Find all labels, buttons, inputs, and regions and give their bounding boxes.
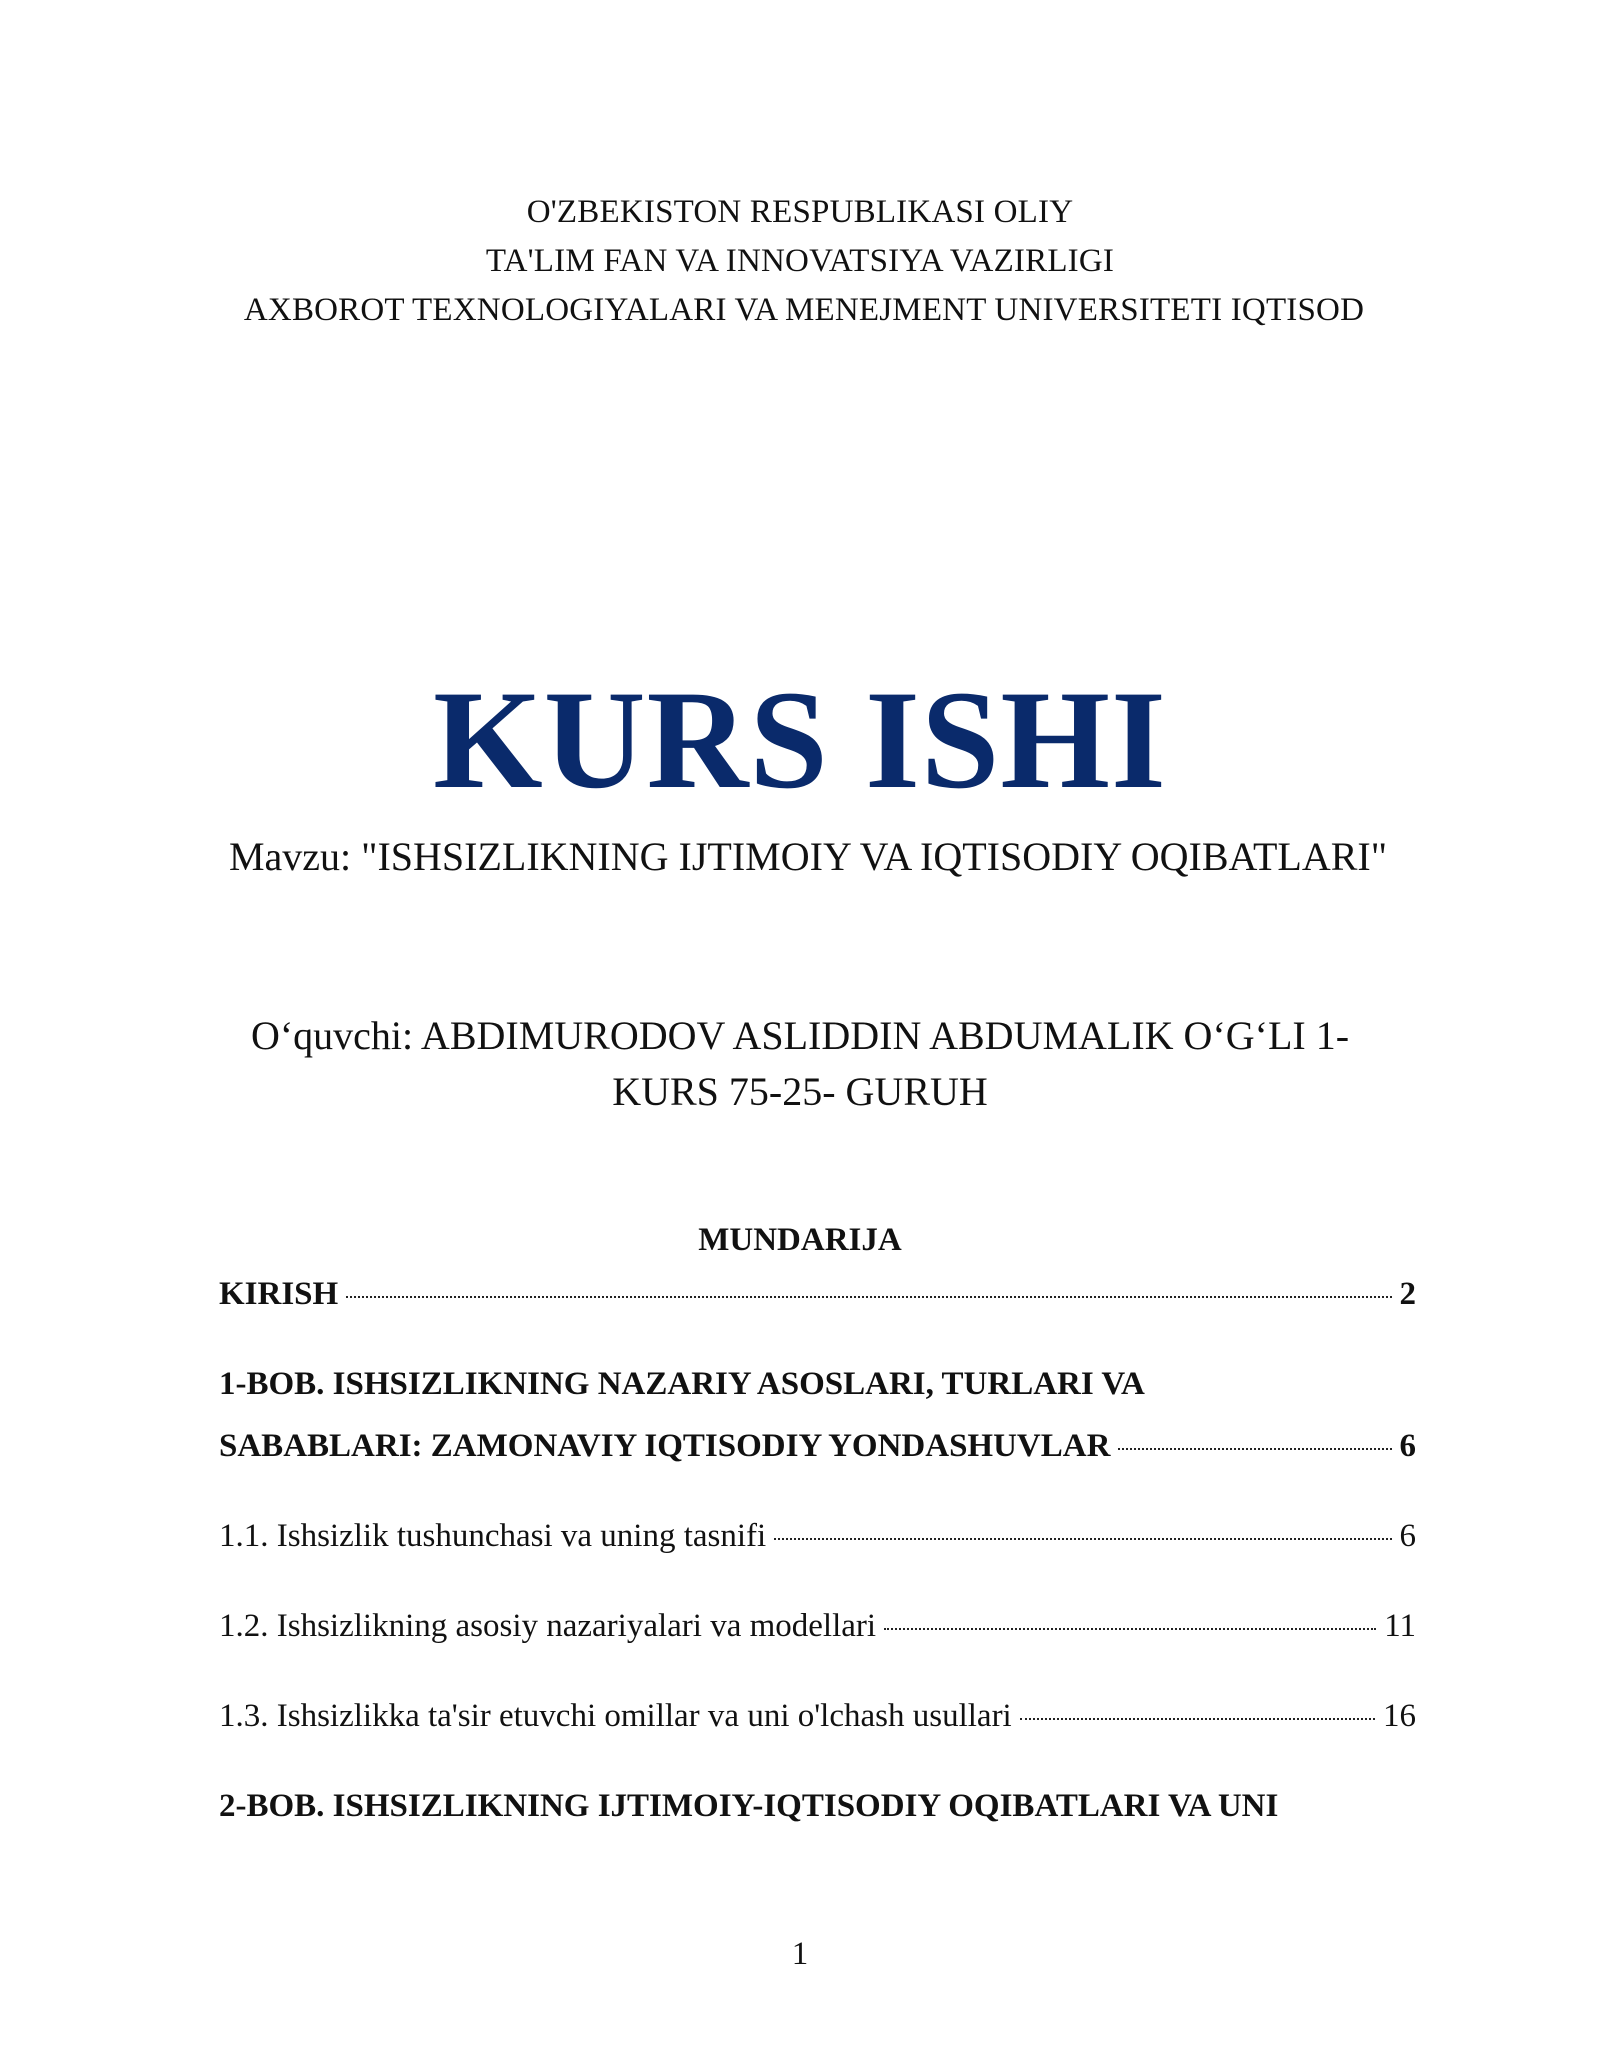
- student-line-2: KURS 75-25- GURUH: [612, 1069, 988, 1114]
- toc-heading: MUNDARIJA: [698, 1222, 902, 1258]
- dot-leader: [346, 1296, 1391, 1298]
- toc-entry-section-1-2[interactable]: [219, 1604, 1416, 1648]
- institution-header: [0, 188, 1600, 335]
- toc-entry-page: 16: [1383, 1698, 1416, 1734]
- student-line-1: O‘quvchi: ABDIMURODOV ASLIDDIN ABDUMALIK O‘G‘LI 1-: [250, 1013, 1350, 1058]
- toc-chapter-2-line-1[interactable]: 2-BOB. ISHSIZLIKNING IJTIMOIY-IQTISODIY OQIBATLARI VA UNI: [219, 1788, 1279, 1824]
- topic-line: Mavzu: "ISHSIZLIKNING IJTIMOIY VA IQTISODIY OQIBATLARI": [228, 834, 1388, 879]
- toc-entry-page: 6: [1399, 1518, 1416, 1554]
- toc-entry-page: 2: [1399, 1276, 1416, 1312]
- toc-entry-intro[interactable]: [219, 1272, 1416, 1316]
- header-line-ministry-2: TA'LIM FAN VA INNOVATSIYA VAZIRLIGI: [485, 243, 1115, 279]
- document-title: KURS ISHI: [433, 662, 1167, 818]
- header-line-ministry-1: O'ZBEKISTON RESPUBLIKASI OLIY: [526, 194, 1074, 230]
- toc-entry-label: KIRISH: [219, 1276, 339, 1312]
- dot-leader: [1020, 1718, 1375, 1720]
- dot-leader: [1118, 1448, 1391, 1450]
- dot-leader: [884, 1628, 1376, 1630]
- toc-entry-label: 1.2. Ishsizlikning asosiy nazariyalari va modellari: [219, 1608, 877, 1644]
- toc-entry-page: 6: [1399, 1428, 1416, 1464]
- toc-chapter-1-line-1[interactable]: 1-BOB. ISHSIZLIKNING NAZARIY ASOSLARI, TURLARI VA: [219, 1366, 1145, 1402]
- toc-entry-page: 11: [1384, 1608, 1416, 1644]
- student-info: [0, 1008, 1600, 1120]
- toc-entry-label: 1.1. Ishsizlik tushunchasi va uning tasnifi: [219, 1518, 767, 1554]
- header-line-university: AXBOROT TEXNOLOGIYALARI VA MENEJMENT UNIVERSITETI IQTISOD: [243, 292, 1365, 328]
- toc-entry-section-1-1[interactable]: [219, 1514, 1416, 1558]
- page-number: 1: [791, 1936, 809, 1972]
- toc-entry-label: SABABLARI: ZAMONAVIY IQTISODIY YONDASHUVLAR: [219, 1428, 1111, 1464]
- toc-entry-chapter-1[interactable]: [219, 1424, 1416, 1468]
- dot-leader: [774, 1538, 1391, 1540]
- toc-entry-section-1-3[interactable]: [219, 1694, 1416, 1738]
- toc-entry-label: 1.3. Ishsizlikka ta'sir etuvchi omillar va uni o'lchash usullari: [219, 1698, 1012, 1734]
